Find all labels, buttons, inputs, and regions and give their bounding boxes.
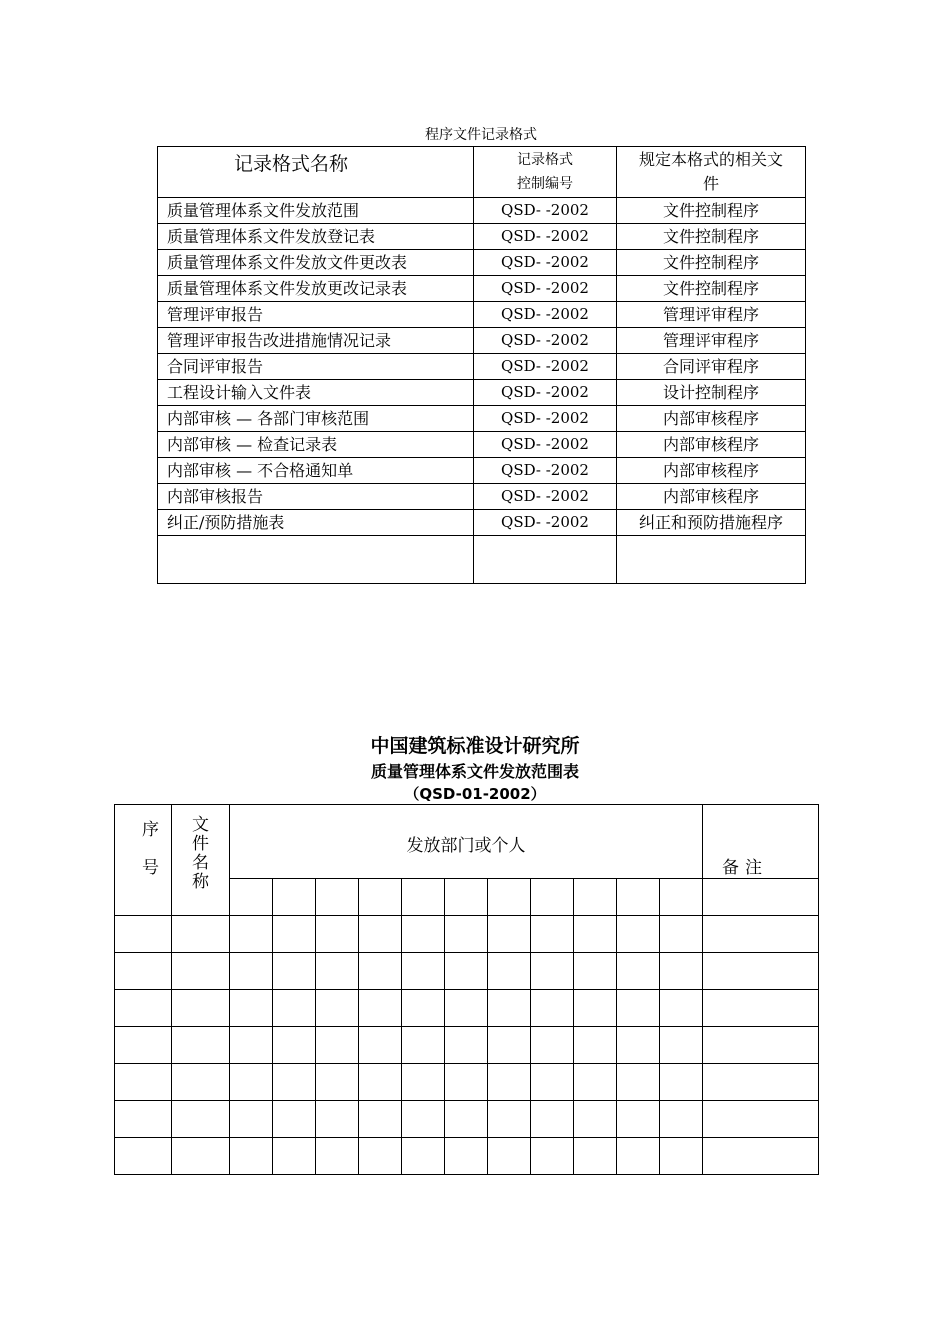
header-seq: [115, 805, 172, 916]
table-row: [115, 1101, 819, 1138]
header-file-name-text: 文 件 名 称: [192, 815, 209, 892]
table-cell: [445, 1064, 488, 1101]
table-cell: [230, 1138, 273, 1175]
table-cell: [445, 1101, 488, 1138]
table-row: [158, 250, 806, 276]
table-cell: [273, 1101, 316, 1138]
table-cell: [617, 916, 660, 953]
table-cell: [703, 953, 819, 990]
table-cell: [273, 990, 316, 1027]
distribution-header-row: [115, 805, 819, 879]
table-cell: [172, 953, 230, 990]
table-cell: [172, 1027, 230, 1064]
distribution-recipient-cell: [531, 879, 574, 916]
table-cell: [660, 1101, 703, 1138]
table-row: [158, 354, 806, 380]
table-cell: [230, 1064, 273, 1101]
table-row: [158, 224, 806, 250]
table-cell: [488, 916, 531, 953]
table-cell: [703, 1064, 819, 1101]
record-name-cell: 质量管理体系文件发放范围: [158, 198, 474, 224]
table-row: [115, 1138, 819, 1175]
table-cell: [359, 990, 402, 1027]
table-cell: [445, 953, 488, 990]
table-row: [115, 1064, 819, 1101]
table-cell: [574, 916, 617, 953]
header-remark: 备注: [703, 805, 819, 879]
table-row: [158, 432, 806, 458]
table-cell: [574, 1138, 617, 1175]
table-cell: [273, 1138, 316, 1175]
record-code-cell: QSD- -2002: [474, 380, 617, 406]
table-cell: [617, 1138, 660, 1175]
table-cell: [660, 990, 703, 1027]
record-ref-cell: 文件控制程序: [617, 250, 806, 276]
table-row: [115, 990, 819, 1027]
distribution-recipient-cell: [660, 879, 703, 916]
table-cell: [359, 1064, 402, 1101]
table-cell: [445, 1027, 488, 1064]
table-row: [158, 406, 806, 432]
table-row: [158, 380, 806, 406]
table-cell: [660, 916, 703, 953]
table-cell: [488, 1064, 531, 1101]
header-control-code: [474, 147, 617, 198]
table-cell: [402, 1138, 445, 1175]
table-cell: [402, 1064, 445, 1101]
table-cell: [488, 1101, 531, 1138]
table-cell: [273, 953, 316, 990]
table-cell: [531, 1138, 574, 1175]
table-cell: [531, 1101, 574, 1138]
record-ref-cell: 管理评审程序: [617, 302, 806, 328]
header-seq-bottom: 号: [142, 858, 159, 878]
table-cell: [115, 1027, 172, 1064]
table-cell: [402, 916, 445, 953]
record-name-cell: 内部审核 — 不合格通知单: [158, 458, 474, 484]
record-code-cell: QSD- -2002: [474, 250, 617, 276]
table-cell: [230, 990, 273, 1027]
record-name-cell: 管理评审报告改进措施情况记录: [158, 328, 474, 354]
record-name-cell: 内部审核 — 各部门审核范围: [158, 406, 474, 432]
header-seq-top: 序: [142, 820, 159, 840]
records-table-header: [158, 147, 806, 198]
record-code-cell: QSD- -2002: [474, 328, 617, 354]
record-ref-cell: 内部审核程序: [617, 484, 806, 510]
table-cell: [115, 953, 172, 990]
table-cell: [531, 1027, 574, 1064]
table-cell: [172, 916, 230, 953]
record-code-cell: QSD- -2002: [474, 484, 617, 510]
table-cell: [617, 1064, 660, 1101]
table-cell: [617, 990, 660, 1027]
table-cell: [402, 1027, 445, 1064]
distribution-recipient-cell: [574, 879, 617, 916]
table-row: [158, 484, 806, 510]
table-cell: [316, 990, 359, 1027]
record-ref-cell: 文件控制程序: [617, 276, 806, 302]
table-cell: [703, 1138, 819, 1175]
table-cell: [402, 953, 445, 990]
table-row: [158, 328, 806, 354]
record-name-cell: 内部审核 — 检查记录表: [158, 432, 474, 458]
record-code-cell: QSD- -2002: [474, 458, 617, 484]
table-cell: [574, 990, 617, 1027]
record-name-cell: 工程设计输入文件表: [158, 380, 474, 406]
table-cell: [445, 990, 488, 1027]
table-row: [158, 458, 806, 484]
table-cell: [230, 1027, 273, 1064]
distribution-recipient-cell: [230, 879, 273, 916]
table-cell: [316, 1138, 359, 1175]
table-cell: [531, 990, 574, 1027]
record-name-cell: 质量管理体系文件发放更改记录表: [158, 276, 474, 302]
table-cell: [115, 990, 172, 1027]
form-code: （QSD-01-2002）: [404, 785, 546, 803]
form-title: 质量管理体系文件发放范围表: [370, 762, 579, 781]
table-cell: [273, 916, 316, 953]
table-cell: [158, 536, 474, 584]
record-ref-cell: 纠正和预防措施程序: [617, 510, 806, 536]
table-cell: [230, 953, 273, 990]
record-name-cell: 内部审核报告: [158, 484, 474, 510]
remark-cell: [703, 879, 819, 916]
table-cell: [488, 1138, 531, 1175]
header-control-code-line1: 记录格式: [517, 152, 573, 168]
record-ref-cell: 内部审核程序: [617, 458, 806, 484]
table-cell: [316, 1027, 359, 1064]
distribution-recipient-cell: [445, 879, 488, 916]
record-ref-cell: 文件控制程序: [617, 224, 806, 250]
table-cell: [703, 1101, 819, 1138]
table-cell: [316, 1064, 359, 1101]
record-ref-cell: 管理评审程序: [617, 328, 806, 354]
table-row: [115, 953, 819, 990]
table-cell: [316, 1101, 359, 1138]
record-code-cell: QSD- -2002: [474, 224, 617, 250]
table-cell: [273, 1064, 316, 1101]
distribution-recipient-cell: [316, 879, 359, 916]
table-cell: [115, 1101, 172, 1138]
record-code-cell: QSD- -2002: [474, 432, 617, 458]
organization-title: 中国建筑标准设计研究所: [370, 735, 580, 757]
record-ref-cell: 设计控制程序: [617, 380, 806, 406]
table-cell: [273, 1027, 316, 1064]
table-cell: [359, 1027, 402, 1064]
header-distribution: 发放部门或个人: [230, 805, 703, 879]
distribution-recipient-cell: [273, 879, 316, 916]
header-record-name: 记录格式名称: [158, 147, 474, 198]
table-row: [158, 510, 806, 536]
table-cell: [703, 916, 819, 953]
table-cell: [660, 953, 703, 990]
distribution-recipient-cell: [488, 879, 531, 916]
table-cell: [115, 916, 172, 953]
header-related-document-line1: 规定本格式的相关文: [638, 150, 783, 169]
table-cell: [617, 536, 806, 584]
record-name-cell: 纠正/预防措施表: [158, 510, 474, 536]
table-cell: [703, 1027, 819, 1064]
table-cell: [172, 1064, 230, 1101]
table-row: [158, 198, 806, 224]
distribution-table: [114, 804, 819, 1175]
header-file-name: [172, 805, 230, 916]
record-ref-cell: 合同评审程序: [617, 354, 806, 380]
table-cell: [617, 1027, 660, 1064]
table-cell: [660, 1064, 703, 1101]
table-cell: [574, 1027, 617, 1064]
table-cell: [531, 953, 574, 990]
distribution-recipient-cell: [402, 879, 445, 916]
table-cell: [230, 1101, 273, 1138]
table-cell: [316, 953, 359, 990]
table-cell: [474, 536, 617, 584]
table-cell: [617, 953, 660, 990]
table-cell: [617, 1101, 660, 1138]
table-cell: [488, 953, 531, 990]
table-cell: [574, 1064, 617, 1101]
distribution-recipient-cell: [617, 879, 660, 916]
table-cell: [574, 953, 617, 990]
table-cell: [172, 1138, 230, 1175]
record-code-cell: QSD- -2002: [474, 354, 617, 380]
records-table: [157, 146, 806, 584]
table-cell: [172, 990, 230, 1027]
table-cell: [316, 916, 359, 953]
record-name-cell: 合同评审报告: [158, 354, 474, 380]
table-cell: [359, 1138, 402, 1175]
record-name-cell: 管理评审报告: [158, 302, 474, 328]
header-related-document-line2: 件: [702, 174, 719, 193]
record-name-cell: 质量管理体系文件发放登记表: [158, 224, 474, 250]
table-cell: [445, 1138, 488, 1175]
table-row: [158, 276, 806, 302]
table-cell: [531, 1064, 574, 1101]
table-row-empty: [158, 536, 806, 584]
record-code-cell: QSD- -2002: [474, 276, 617, 302]
table-cell: [402, 1101, 445, 1138]
table-cell: [359, 1101, 402, 1138]
table-cell: [703, 990, 819, 1027]
record-name-cell: 质量管理体系文件发放文件更改表: [158, 250, 474, 276]
distribution-recipient-cell: [359, 879, 402, 916]
table-row: [158, 302, 806, 328]
table-cell: [172, 1101, 230, 1138]
table-cell: [488, 1027, 531, 1064]
table-cell: [574, 1101, 617, 1138]
table-row: [115, 916, 819, 953]
table-cell: [660, 1138, 703, 1175]
table-cell: [531, 916, 574, 953]
record-code-cell: QSD- -2002: [474, 198, 617, 224]
table-cell: [359, 916, 402, 953]
record-code-cell: QSD- -2002: [474, 302, 617, 328]
table-cell: [115, 1064, 172, 1101]
table-cell: [359, 953, 402, 990]
table-cell: [488, 990, 531, 1027]
header-control-code-line2: 控制编号: [517, 176, 573, 192]
table-cell: [660, 1027, 703, 1064]
record-ref-cell: 文件控制程序: [617, 198, 806, 224]
table-row: [115, 1027, 819, 1064]
record-ref-cell: 内部审核程序: [617, 432, 806, 458]
record-code-cell: QSD- -2002: [474, 406, 617, 432]
header-related-document: [617, 147, 806, 198]
record-code-cell: QSD- -2002: [474, 510, 617, 536]
table-cell: [115, 1138, 172, 1175]
table-cell: [230, 916, 273, 953]
table-cell: [445, 916, 488, 953]
record-ref-cell: 内部审核程序: [617, 406, 806, 432]
table-cell: [402, 990, 445, 1027]
records-table-caption: 程序文件记录格式: [425, 127, 537, 143]
